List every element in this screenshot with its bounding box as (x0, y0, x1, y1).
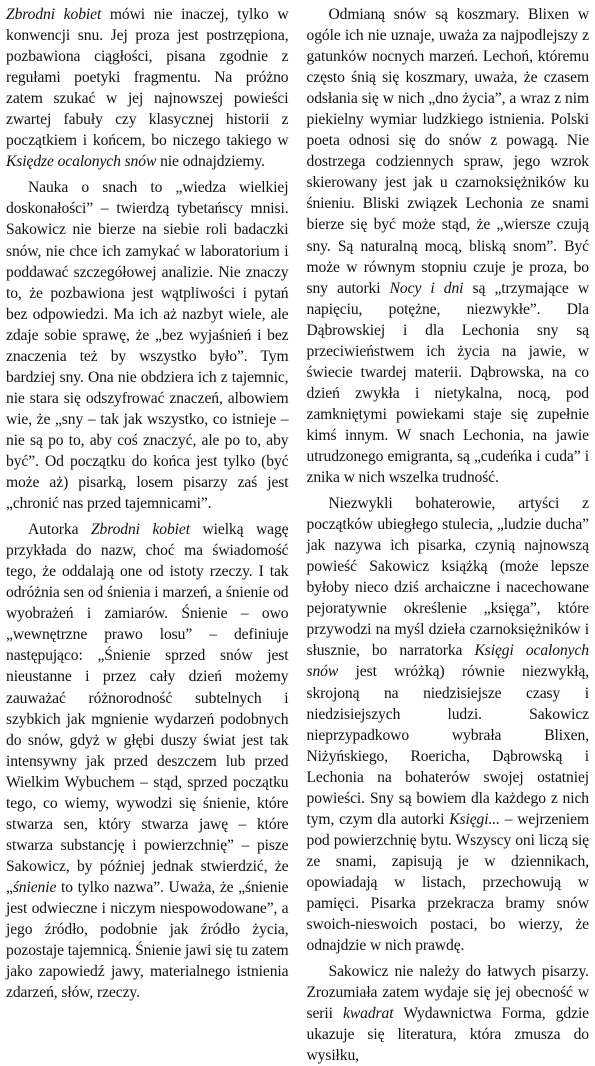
paragraph (6, 4, 289, 172)
paragraph-text: Odmianą snów są koszmary. Blixen w ogóle ich nie uznaje, uważa za najpodlejszy z gatunków nocnych marzeń. Lechoń, któremu często śnią się koszmary, uważa, że czasem odsłania się w nich „dno życia”, a wraz z nim piekielny wymiar ludzkiego istnienia. Polski poeta odnosi się do snów z powagą. Nie dostrzega codziennych spraw, jego wzrok skierowany jest jak u czarnoksiężników ku śnieniu. Bliski związek Lechonia ze snami bierze się być może stąd, że „wiersze czują sny. Są naturalną mocą, bliską snom”. Być może w równym stopniu czuje je proza, bo sny autorki (306, 6, 589, 297)
emphasized-word: śnienie (12, 878, 57, 896)
paragraph-text: Niezwykli bohaterowie, artyści z początków ubiegłego stulecia, „ludzie ducha” jak nazywa ich pisarka, czynią najnowszą powieść Sakowicz książką (może lepsze byłoby nieco dziś archaiczne i nacechowane pejoratywnie określenie „księga”, które przywodzi na myśl dzieła czarnoksiężników i słusznie, bo narratorka (306, 495, 589, 660)
paragraph-text: to tylko nazwa”. Uważa, że „śnienie jest odwieczne i niczym niespowodowane”, a jego źródło, podobnie jak źródło życia, pozostaje tajemnicą. Śnienie jawi się tu zatem jako zapowiedź jawy, materialnego istnienia zdarzeń, słów, rzeczy. (6, 878, 289, 1002)
paragraph-text: – wejrzeniem pod powierzchnię bytu. Wszyscy oni liczą się ze snami, zapisują je w dziennikach, opowiadają w listach, przechowują w pamięci. Pisarka przekracza bramy snów swoich-nieswoich postaci, bo wierzy, że odnajdzie w nich prawdę. (306, 810, 589, 955)
paragraph: Nauka o snach to „wiedza wielkiej doskonałości” – twierdzą tybetańscy mnisi. Sakowicz nie bierze na siebie roli badaczki snów, nie chce ich zamykać w laboratorium i poddawać szczegółowej analizie. Nie znaczy to, że pozbawiona jest wątpliwości i pytań bez odpowiedzi. Ma ich aż nazbyt wiele, ale zdaje sobie sprawę, że „bez wyjaśnień i bez znaczenia też by wszystko było”. Tym bardziej sny. Ona nie obdziera ich z tajemnic, nie stara się odszyfrować znaczeń, albowiem wie, że „sny – tak jak wszystko, co istnieje – nie są po to, aby coś znaczyć, ale po to, aby być”. Od początku do końca jest tylko (być może aż) pisarką, losem pisarzy zaś jest „chronić nas przed tajemnicami”. (6, 179, 289, 513)
paragraph-text: wielką wagę przykłada do nazw, choć ma świadomość tego, że oddalają one od istoty rzeczy. I tak odróżnia sen od śnienia i marzeń, a śnienie od wyobrażeń i zamiarów. Śnienie – owo „wewnętrzne prawo losu” – definiuje następująco: „Śnienie sprzed snów jest nieustanne i przez cały dzień możemy zauważać różnorodność subtelnych i szybkich jak mgnienie wydarzeń podobnych do snów, gdyż w głębi duszy świat jest tak intensywny jak przed deszczem lub przed Wielkim Wybuchem – stąd, sprzed początku tego, co wiemy, wywodzi się śnienie, które stwarza sen, który stwarza jawę – które stwarza substancję i powierzchnię” – pisze Sakowicz, by później jednak stwierdzić, że „ (6, 521, 289, 896)
series-name: kwadrat (343, 1005, 394, 1023)
text-column-right (306, 4, 590, 1065)
paragraph-text: mówi nie inaczej, tylko w konwencji snu. Jej proza jest postrzępiona, pozbawiona ciągłości, pisana zgodnie z regułami poetyki fragmentu. Na próżno zatem szukać w jej najnowszej powieści zwartej fabuły czy klasycznej historii z początkiem i końcem, bo niczego takiego w (6, 6, 289, 150)
book-title: Zbrodni kobiet (6, 6, 102, 23)
paragraph-text: jest wróżką) równie niezwykłą, skrojoną na niedzisiejsze czasy i niedzisiejszych ludzi. Sakowicz nieprzypadkowo wybrała Blixen, Niżyńskiego, Roericha, Dąbrowską i Lechonia na bohaterów swojej ostatniej powieści. Sny są bowiem dla każdego z nich tym, czym dla autorki (306, 663, 589, 828)
book-title: Księgi ocalonych snów (306, 642, 590, 681)
book-title: Nocy i dni (389, 279, 464, 297)
book-title: Księgi... (449, 810, 500, 828)
paragraph-text: Autorka (28, 521, 91, 539)
paragraph (307, 961, 590, 1066)
paragraph-text: Sakowicz nie należy do łatwych pisarzy. Zrozumiała zatem wydaje się jej obecność w serii (306, 963, 589, 1023)
book-title: Zbrodni kobiet (90, 521, 190, 539)
paragraph-text: Wydawnictwa Forma, gdzie ukazuje się literatura, która zmusza do wysiłku, (306, 1005, 589, 1065)
text-column-left (6, 4, 289, 1002)
paragraph-text: nie odnajdziemy. (156, 153, 265, 171)
paragraph-text: są „trzymające w napięciu, potężne, niezwykłe”. Dla Dąbrowskiej i dla Lechonia sny są przeciwieństwem ich życia na jawie, w świecie twardej materii. Dąbrowska, na co dzień zwykła i nietykalna, nocą, pod zamkniętymi powiekami staje się zupełnie kimś innym. W snach Lechonia, na jawie utrudzonego emigranta, są „cudeńka i cuda” i znika w nich wszelka trudność. (306, 279, 589, 487)
paragraph (6, 519, 289, 1003)
book-title: Księdze ocalonych snów (6, 153, 157, 171)
paragraph (307, 4, 590, 488)
paragraph (307, 493, 590, 956)
